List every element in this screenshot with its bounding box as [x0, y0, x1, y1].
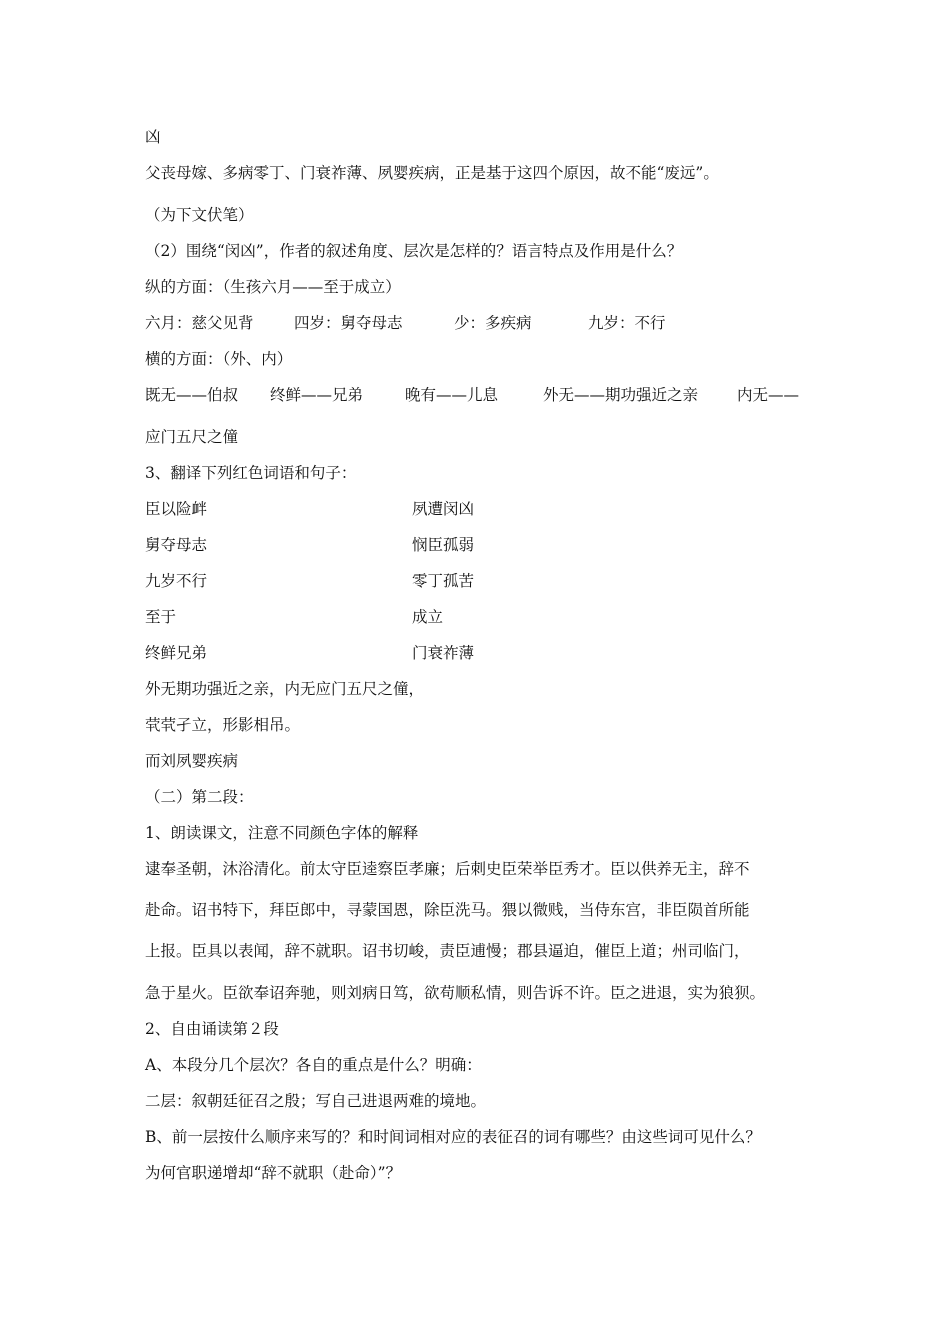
text-line: B、前一层按什么顺序来写的？和时间词相对应的表征召的词有哪些？由这些词可见什么？: [145, 1128, 761, 1146]
text-line: 而刘夙婴疾病: [145, 752, 239, 770]
timeline-item: 九岁：不行: [588, 314, 666, 332]
phrase-right: 夙遭闵凶: [412, 500, 475, 518]
phrase-right: 零丁孤苦: [412, 572, 475, 590]
relation-item: 内无——: [737, 386, 800, 404]
text-line: 纵的方面：（生孩六月——至于成立）: [145, 278, 401, 296]
passage-line: 急于星火。臣欲奉诏奔驰，则刘病日笃，欲苟顺私情，则告诉不许。臣之进退，实为狼狈。: [145, 984, 766, 1002]
phrase-left: 臣以险衅: [145, 500, 208, 518]
section-heading: （二）第二段：: [145, 788, 254, 806]
text-line: 为何官职递增却“辞不就职（赴命）”？: [145, 1164, 402, 1182]
translation-pair: [145, 499, 475, 519]
relation-item: 终鲜——兄弟: [270, 386, 364, 404]
text-line: 二层：叙朝廷征召之殷；写自己进退两难的境地。: [145, 1092, 487, 1110]
translation-pair: [145, 607, 444, 627]
text-line: 横的方面：（外、内）: [145, 350, 293, 368]
phrase-left: 终鲜兄弟: [145, 644, 208, 662]
relation-item: 外无——期功强近之亲: [543, 386, 699, 404]
text-line: 2、自由诵读第２段: [145, 1020, 279, 1038]
text-line: 凶: [145, 128, 161, 146]
translation-pair: [145, 535, 475, 555]
phrase-right: 门衰祚薄: [412, 644, 475, 662]
phrase-left: 九岁不行: [145, 572, 208, 590]
text-line: 1、朗读课文，注意不同颜色字体的解释: [145, 824, 419, 842]
phrase-left: 至于: [145, 608, 177, 626]
text-line: 应门五尺之僮: [145, 428, 239, 446]
text-line: （为下文伏笔）: [145, 206, 254, 224]
phrase-right: 成立: [412, 608, 444, 626]
relation-item: 晚有——儿息: [405, 386, 499, 404]
text-line: 外无期功强近之亲，内无应门五尺之僮，: [145, 680, 425, 698]
phrase-left: 舅夺母志: [145, 536, 208, 554]
text-line: 茕茕孑立，形影相吊。: [145, 716, 301, 734]
translation-pair: [145, 571, 475, 591]
phrase-right: 悯臣孤弱: [412, 536, 475, 554]
section-heading: 3、翻译下列红色词语和句子：: [145, 464, 357, 482]
timeline-item: 六月：慈父见背: [145, 314, 254, 332]
passage-line: 逮奉圣朝，沐浴清化。前太守臣逵察臣孝廉；后刺史臣荣举臣秀才。臣以供养无主，辞不: [145, 860, 750, 878]
text-line: 父丧母嫁、多病零丁、门衰祚薄、夙婴疾病，正是基于这四个原因，故不能“废远”。: [145, 164, 719, 182]
passage-line: 赴命。诏书特下，拜臣郎中，寻蒙国恩，除臣洗马。猥以微贱，当侍东宫，非臣陨首所能: [145, 901, 750, 919]
passage-line: 上报。臣具以表闻，辞不就职。诏书切峻，责臣逋慢；郡县逼迫，催臣上道；州司临门，: [145, 942, 750, 960]
translation-pair: [145, 643, 475, 663]
timeline-item: 少：多疾病: [454, 314, 532, 332]
relation-item: 既无——伯叔: [145, 386, 239, 404]
text-line: A、本段分几个层次？各自的重点是什么？明确：: [145, 1056, 482, 1074]
timeline-item: 四岁：舅夺母志: [294, 314, 403, 332]
text-line: （2）围绕“闵凶”，作者的叙述角度、层次是怎样的？语言特点及作用是什么？: [145, 242, 683, 260]
